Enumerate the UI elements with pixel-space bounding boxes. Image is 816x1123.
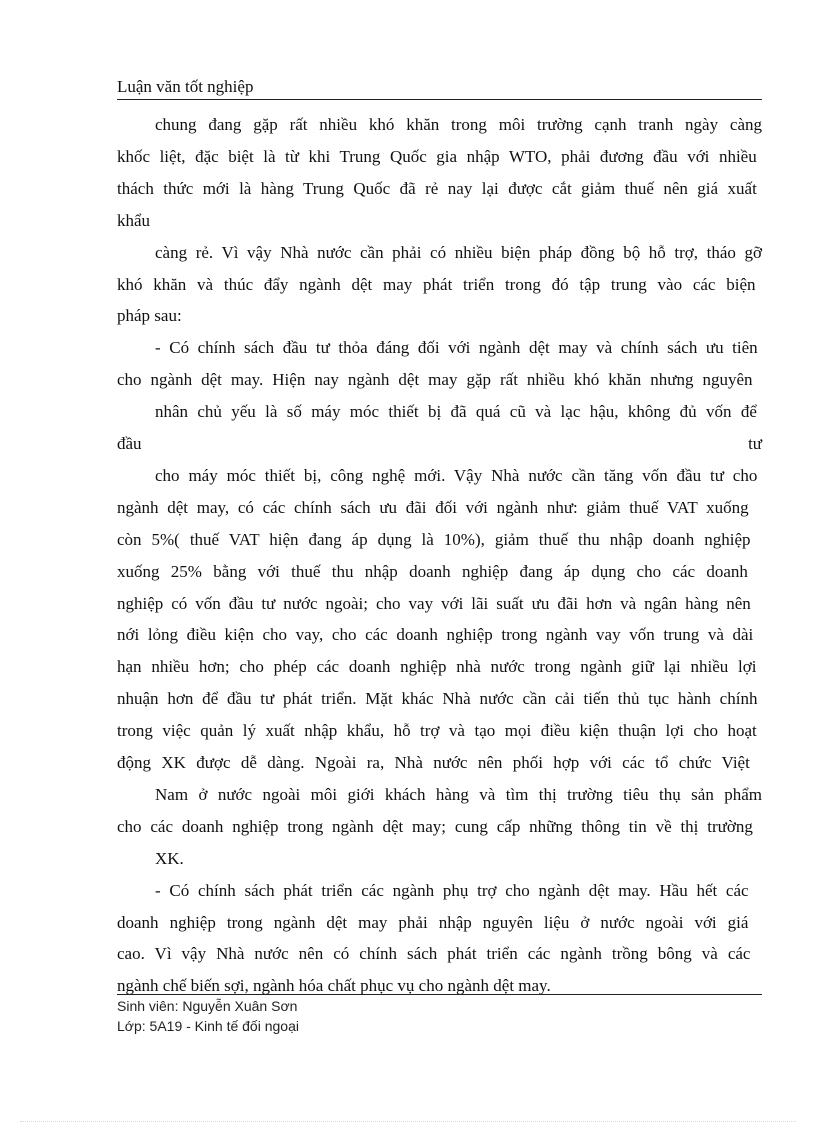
body-line: nới lỏng điều kiện cho vay, cho các doanh nghiệp trong ngành vay vốn trung và dài [117, 625, 754, 645]
body-line: càng rẻ. Vì vậy Nhà nước cần phải có nhiều biện pháp đồng bộ hỗ trợ, tháo gỡ [155, 242, 762, 262]
body-line: trong việc quản lý xuất nhập khẩu, hỗ trợ và tạo mọi điều kiện thuận lợi cho hoạt [117, 721, 757, 741]
footer-class: Lớp: 5A19 - Kinh tế đối ngoại [117, 1018, 299, 1034]
body-line: - Có chính sách phát triển các ngành phụ trợ cho ngành dệt may. Hầu hết các [155, 880, 749, 900]
body-line: khó khăn và thúc đẩy ngành dệt may phát triển trong đó tập trung vào các biện [117, 274, 756, 294]
body-line: ngành chế biến sợi, ngành hóa chất phục vụ cho ngành dệt may. [117, 976, 551, 996]
body-line: Nam ở nước ngoài môi giới khách hàng và tìm thị trường tiêu thụ sản phẩm [155, 784, 762, 804]
body-line: khẩu [117, 210, 151, 230]
running-header [117, 76, 762, 98]
body-line: cho ngành dệt may. Hiện nay ngành dệt may gặp rất nhiều khó khăn nhưng nguyên [117, 370, 753, 390]
body-line: nghiệp có vốn đầu tư nước ngoài; cho vay với lãi suất ưu đãi hơn và ngân hàng nên [117, 593, 751, 613]
body-line: cao. Vì vậy Nhà nước nên có chính sách phát triển các ngành trồng bông và các [117, 944, 751, 964]
body-line: - Có chính sách đầu tư thỏa đáng đối với ngành dệt may và chính sách ưu tiên [155, 338, 758, 358]
body-line: ngành dệt may, có các chính sách ưu đãi đối với ngành như: giảm thuế VAT xuống [117, 497, 749, 517]
body-word: tư [748, 434, 762, 453]
body-line: nhân chủ yếu là số máy móc thiết bị đã quá cũ và lạc hậu, không đủ vốn để [155, 402, 757, 422]
running-footer [117, 996, 762, 1036]
body-line: động XK được dễ dàng. Ngoài ra, Nhà nước nên phối hợp với các tổ chức Việt [117, 753, 750, 772]
body-line: xuống 25% bằng với thuế thu nhập doanh nghiệp đang áp dụng cho các doanh [117, 561, 748, 581]
body-line: hạn nhiều hơn; cho phép các doanh nghiệp nhà nước trong ngành giữ lại nhiều lợi [117, 657, 757, 677]
body-line: pháp sau: [117, 306, 182, 326]
body-line: XK. [155, 848, 184, 868]
body-line: cho máy móc thiết bị, công nghệ mới. Vậy Nhà nước cần tăng vốn đầu tư cho [155, 465, 758, 485]
page-bottom-border [20, 1121, 796, 1122]
body-line [117, 428, 762, 460]
body-line: nhuận hơn để đầu tư phát triển. Mặt khác Nhà nước cần cải tiến thủ tục hành chính [117, 689, 758, 709]
header-rule [117, 99, 762, 100]
body-line: còn 5%( thuế VAT hiện đang áp dụng là 10%), giảm thuế thu nhập doanh nghiệp [117, 529, 751, 549]
footer-rule [117, 994, 762, 995]
footer-student: Sinh viên: Nguyễn Xuân Sơn [117, 998, 298, 1014]
body-line: chung đang gặp rất nhiều khó khăn trong môi trường cạnh tranh ngày càng [155, 115, 762, 134]
body-word: đầu [117, 434, 142, 453]
body-line: thách thức mới là hàng Trung Quốc đã rẻ nay lại được cắt giảm thuế nên giá xuất [117, 178, 757, 198]
body-line: khốc liệt, đặc biệt là từ khi Trung Quốc gia nhập WTO, phải đương đầu với nhiều [117, 146, 757, 166]
body-line: cho các doanh nghiệp trong ngành dệt may; cung cấp những thông tin về thị trường [117, 816, 753, 836]
header-title: Luận văn tốt nghiệp [117, 77, 254, 96]
body-line: doanh nghiệp trong ngành dệt may phải nhập nguyên liệu ở nước ngoài với giá [117, 912, 749, 932]
